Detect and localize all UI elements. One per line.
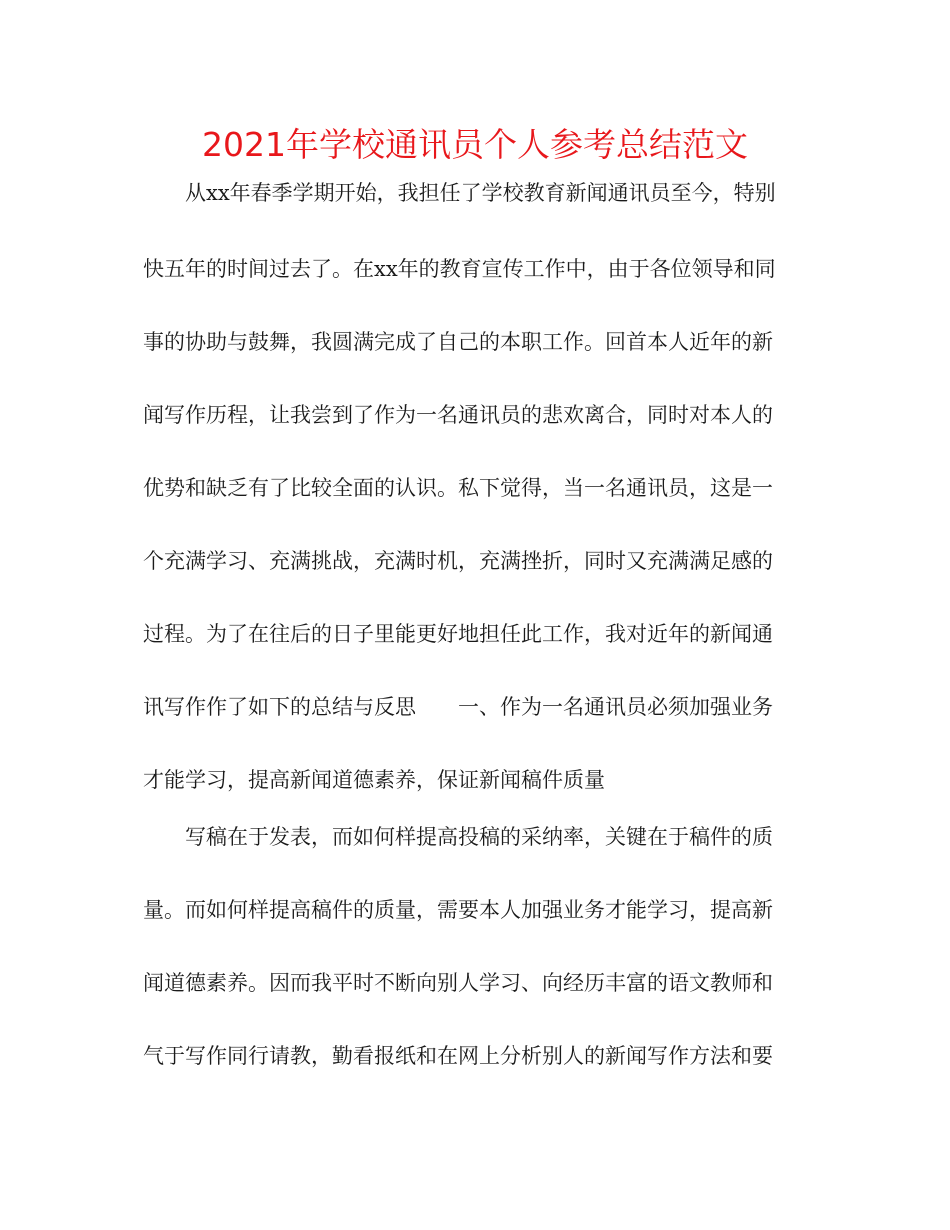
paragraph-line: 写稿在于发表，而如何样提高投稿的采纳率，关键在于稿件的质 <box>185 825 773 849</box>
paragraph-line: 快五年的时间过去了。在xx年的教育宣传工作中，由于各位领导和同 <box>143 257 776 281</box>
paragraph-line: 事的协助与鼓舞，我圆满完成了自己的本职工作。回首本人近年的新 <box>143 330 773 354</box>
paragraph-line: 从xx年春季学期开始，我担任了学校教育新闻通讯员至今，特别 <box>185 181 776 205</box>
paragraph-line: 过程。为了在往后的日子里能更好地担任此工作，我对近年的新闻通 <box>143 622 773 646</box>
paragraph-line: 讯写作作了如下的总结与反思 一、作为一名通讯员必须加强业务 <box>143 695 773 719</box>
paragraph-line: 量。而如何样提高稿件的质量，需要本人加强业务才能学习，提高新 <box>143 898 773 922</box>
paragraph-line: 个充满学习、充满挑战，充满时机，充满挫折，同时又充满满足感的 <box>143 549 773 573</box>
document-title: 2021年学校通讯员个人参考总结范文 <box>202 125 748 164</box>
paragraph-line: 闻道德素养。因而我平时不断向别人学习、向经历丰富的语文教师和 <box>143 971 773 995</box>
paragraph-line: 气于写作同行请教，勤看报纸和在网上分析别人的新闻写作方法和要 <box>143 1044 773 1068</box>
paragraph-line: 才能学习，提高新闻道德素养，保证新闻稿件质量 <box>143 768 605 792</box>
paragraph-line: 优势和缺乏有了比较全面的认识。私下觉得，当一名通讯员，这是一 <box>143 476 773 500</box>
paragraph-line: 闻写作历程，让我尝到了作为一名通讯员的悲欢离合，同时对本人的 <box>143 403 773 427</box>
